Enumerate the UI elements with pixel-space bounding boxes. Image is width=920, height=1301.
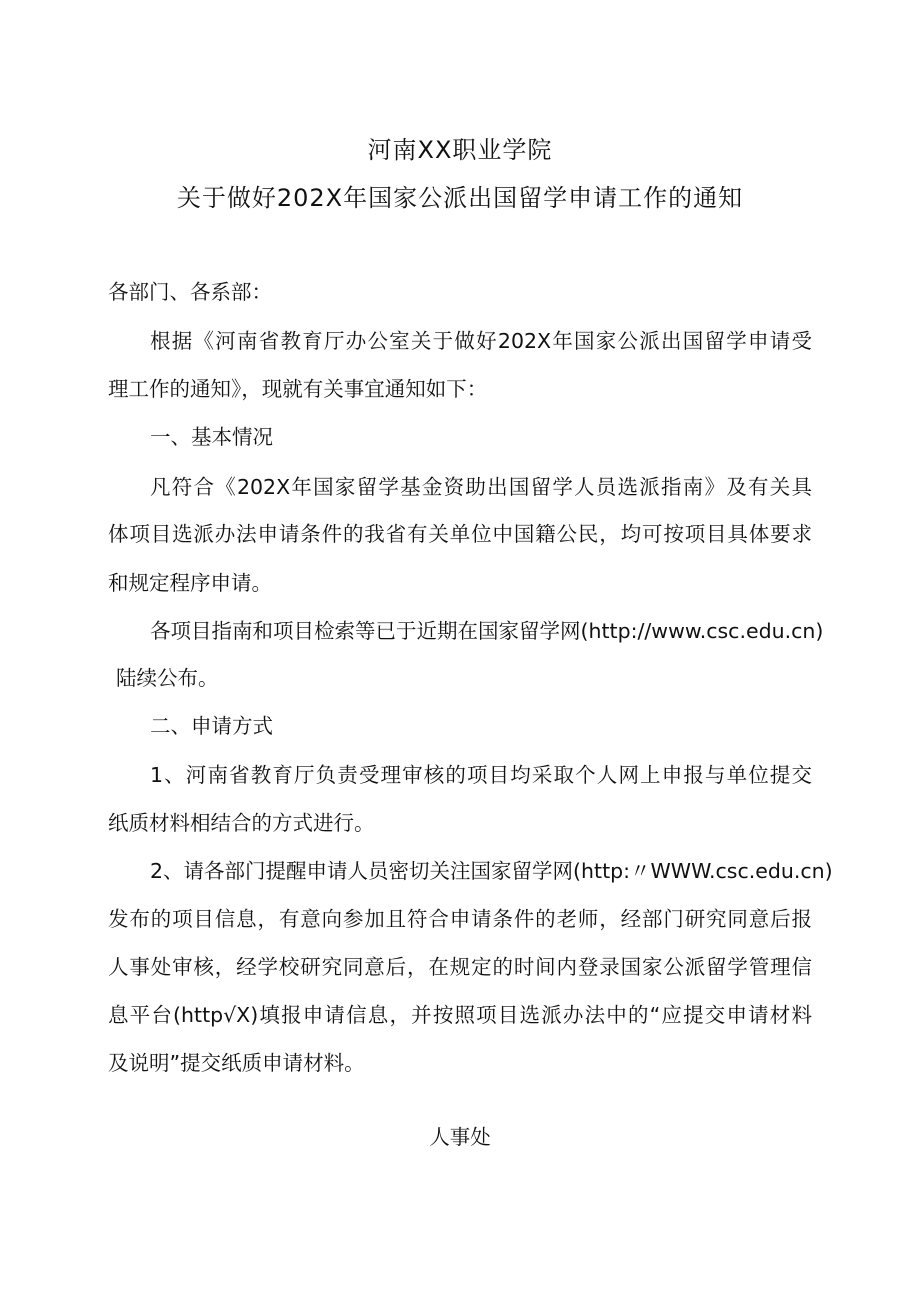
apply-2-line-4: 息平台(http√X)填报申请信息，并按照项目选派办法中的“应提交申请材料 <box>108 1003 812 1027</box>
section-heading-apply: 二、申请方式 <box>150 714 273 738</box>
signature-department: 人事处 <box>429 1125 491 1149</box>
basic-line-1: 凡符合《202X年国家留学基金资助出国留学人员选派指南》及有关具 <box>150 475 812 499</box>
apply-2-line-1: 2、请各部门提醒申请人员密切关注国家留学网(http:〃WWW.csc.edu.cn) <box>150 859 833 883</box>
basic-line-2: 体项目选派办法申请条件的我省有关单位中国籍公民，均可按项目具体要求 <box>108 522 812 546</box>
intro-line-1: 根据《河南省教育厅办公室关于做好202X年国家公派出国留学申请受 <box>150 329 812 353</box>
apply-2-line-2: 发布的项目信息，有意向参加且符合申请条件的老师，经部门研究同意后报 <box>108 907 812 931</box>
basic-line-3: 和规定程序申请。 <box>108 571 272 595</box>
apply-1-line-2: 纸质材料相结合的方式进行。 <box>108 811 375 835</box>
document-title-notice: 关于做好202X年国家公派出国留学申请工作的通知 <box>176 184 744 212</box>
apply-2-line-5: 及说明”提交纸质申请材料。 <box>108 1051 365 1075</box>
section-heading-basic: 一、基本情况 <box>150 425 273 449</box>
guide-line-2: 陆续公布。 <box>116 666 219 690</box>
document-title-institution: 河南XX职业学院 <box>367 136 553 164</box>
guide-line-1: 各项目指南和项目检索等已于近期在国家留学网(http://www.csc.edu.cn) <box>150 619 824 643</box>
apply-1-line-1: 1、河南省教育厅负责受理审核的项目均采取个人网上申报与单位提交 <box>150 763 812 787</box>
intro-line-2: 理工作的通知》，现就有关事宜通知如下： <box>108 377 488 401</box>
salutation: 各部门、各系部： <box>108 280 272 304</box>
apply-2-line-3: 人事处审核，经学校研究同意后，在规定的时间内登录国家公派留学管理信 <box>108 955 812 979</box>
